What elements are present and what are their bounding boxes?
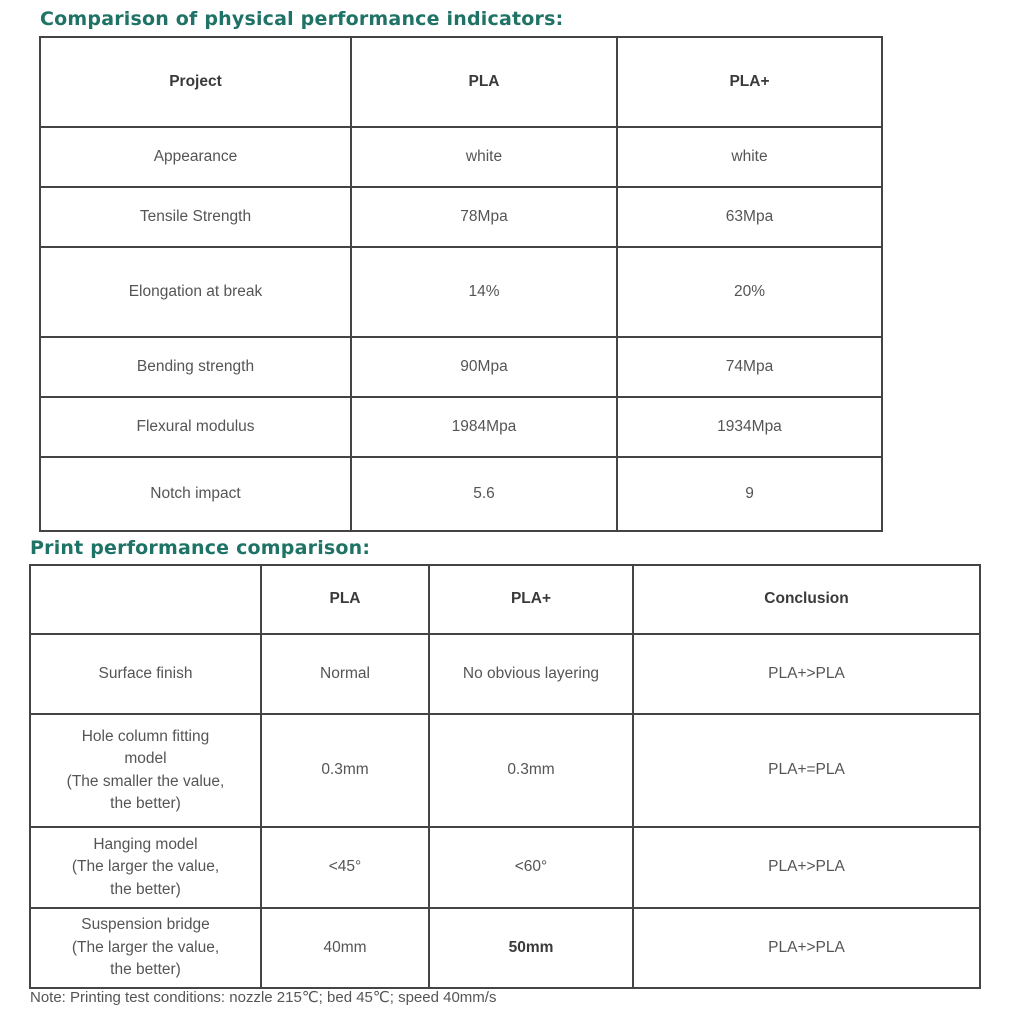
table-row xyxy=(30,634,980,714)
section-heading-physical: Comparison of physical performance indicators: xyxy=(40,8,564,30)
table-row xyxy=(30,714,980,827)
row-label-cell xyxy=(30,714,261,827)
section-heading-print: Print performance comparison: xyxy=(30,537,371,559)
header-cell: Conclusion xyxy=(633,565,980,634)
table-header-row xyxy=(40,37,882,127)
row-label-line: (The larger the value, xyxy=(71,858,220,876)
table-cell: 5.6 xyxy=(351,457,617,531)
row-label-line: Hole column fitting xyxy=(81,727,210,745)
table-cell: 1934Mpa xyxy=(617,397,882,457)
row-label-line: the better) xyxy=(110,961,181,979)
table-cell: 74Mpa xyxy=(617,337,882,397)
table-row xyxy=(40,397,882,457)
conclusion-cell: PLA+>PLA xyxy=(633,634,980,714)
conclusion-cell: PLA+>PLA xyxy=(633,908,980,988)
table-row xyxy=(40,127,882,187)
table-cell: 9 xyxy=(617,457,882,531)
row-label-cell xyxy=(30,634,261,714)
row-label-line: Suspension bridge xyxy=(81,916,210,934)
table-cell: 20% xyxy=(617,247,882,337)
table-cell: Appearance xyxy=(40,127,351,187)
table-cell: 14% xyxy=(351,247,617,337)
table-cell: <45° xyxy=(261,827,429,908)
table-cell: 0.3mm xyxy=(429,714,633,827)
table-row xyxy=(30,908,980,988)
table-cell: No obvious layering xyxy=(429,634,633,714)
table-row xyxy=(30,827,980,908)
table-cell: 63Mpa xyxy=(617,187,882,247)
header-cell: PLA xyxy=(351,37,617,127)
table-cell: Elongation at break xyxy=(40,247,351,337)
table-row xyxy=(40,457,882,531)
conclusion-cell: PLA+>PLA xyxy=(633,827,980,908)
table-row xyxy=(40,247,882,337)
print-performance-table xyxy=(29,564,981,989)
conclusion-cell: PLA+=PLA xyxy=(633,714,980,827)
table-row xyxy=(40,337,882,397)
table-cell: 1984Mpa xyxy=(351,397,617,457)
table-row xyxy=(40,187,882,247)
table-cell: Flexural modulus xyxy=(40,397,351,457)
row-label-line: Surface finish xyxy=(98,664,193,682)
physical-performance-table xyxy=(39,36,883,532)
table-cell: white xyxy=(617,127,882,187)
table-header-row xyxy=(30,565,980,634)
table-cell-highlighted: 50mm xyxy=(429,908,633,988)
row-label-line: the better) xyxy=(110,880,181,898)
header-cell: PLA+ xyxy=(429,565,633,634)
row-label-cell xyxy=(30,908,261,988)
table-cell: 90Mpa xyxy=(351,337,617,397)
row-label-line: model xyxy=(124,750,167,767)
row-label-line: (The larger the value, xyxy=(71,938,220,956)
table-cell: white xyxy=(351,127,617,187)
table-cell: Tensile Strength xyxy=(40,187,351,247)
table-cell: 78Mpa xyxy=(351,187,617,247)
row-label-line: the better) xyxy=(110,795,181,812)
test-conditions-note: Note: Printing test conditions: nozzle 215℃; bed 45℃; speed 40mm/s xyxy=(30,989,497,1006)
table-cell: Notch impact xyxy=(40,457,351,531)
table-cell: Bending strength xyxy=(40,337,351,397)
row-label-line: Hanging model xyxy=(93,835,198,853)
header-cell: Project xyxy=(40,37,351,127)
row-label-line: (The smaller the value, xyxy=(66,772,225,790)
table-cell: Normal xyxy=(261,634,429,714)
table-cell: 0.3mm xyxy=(261,714,429,827)
header-cell xyxy=(30,565,261,634)
header-cell: PLA xyxy=(261,565,429,634)
header-cell: PLA+ xyxy=(617,37,882,127)
row-label-cell xyxy=(30,827,261,908)
table-cell: 40mm xyxy=(261,908,429,988)
table-cell: <60° xyxy=(429,827,633,908)
